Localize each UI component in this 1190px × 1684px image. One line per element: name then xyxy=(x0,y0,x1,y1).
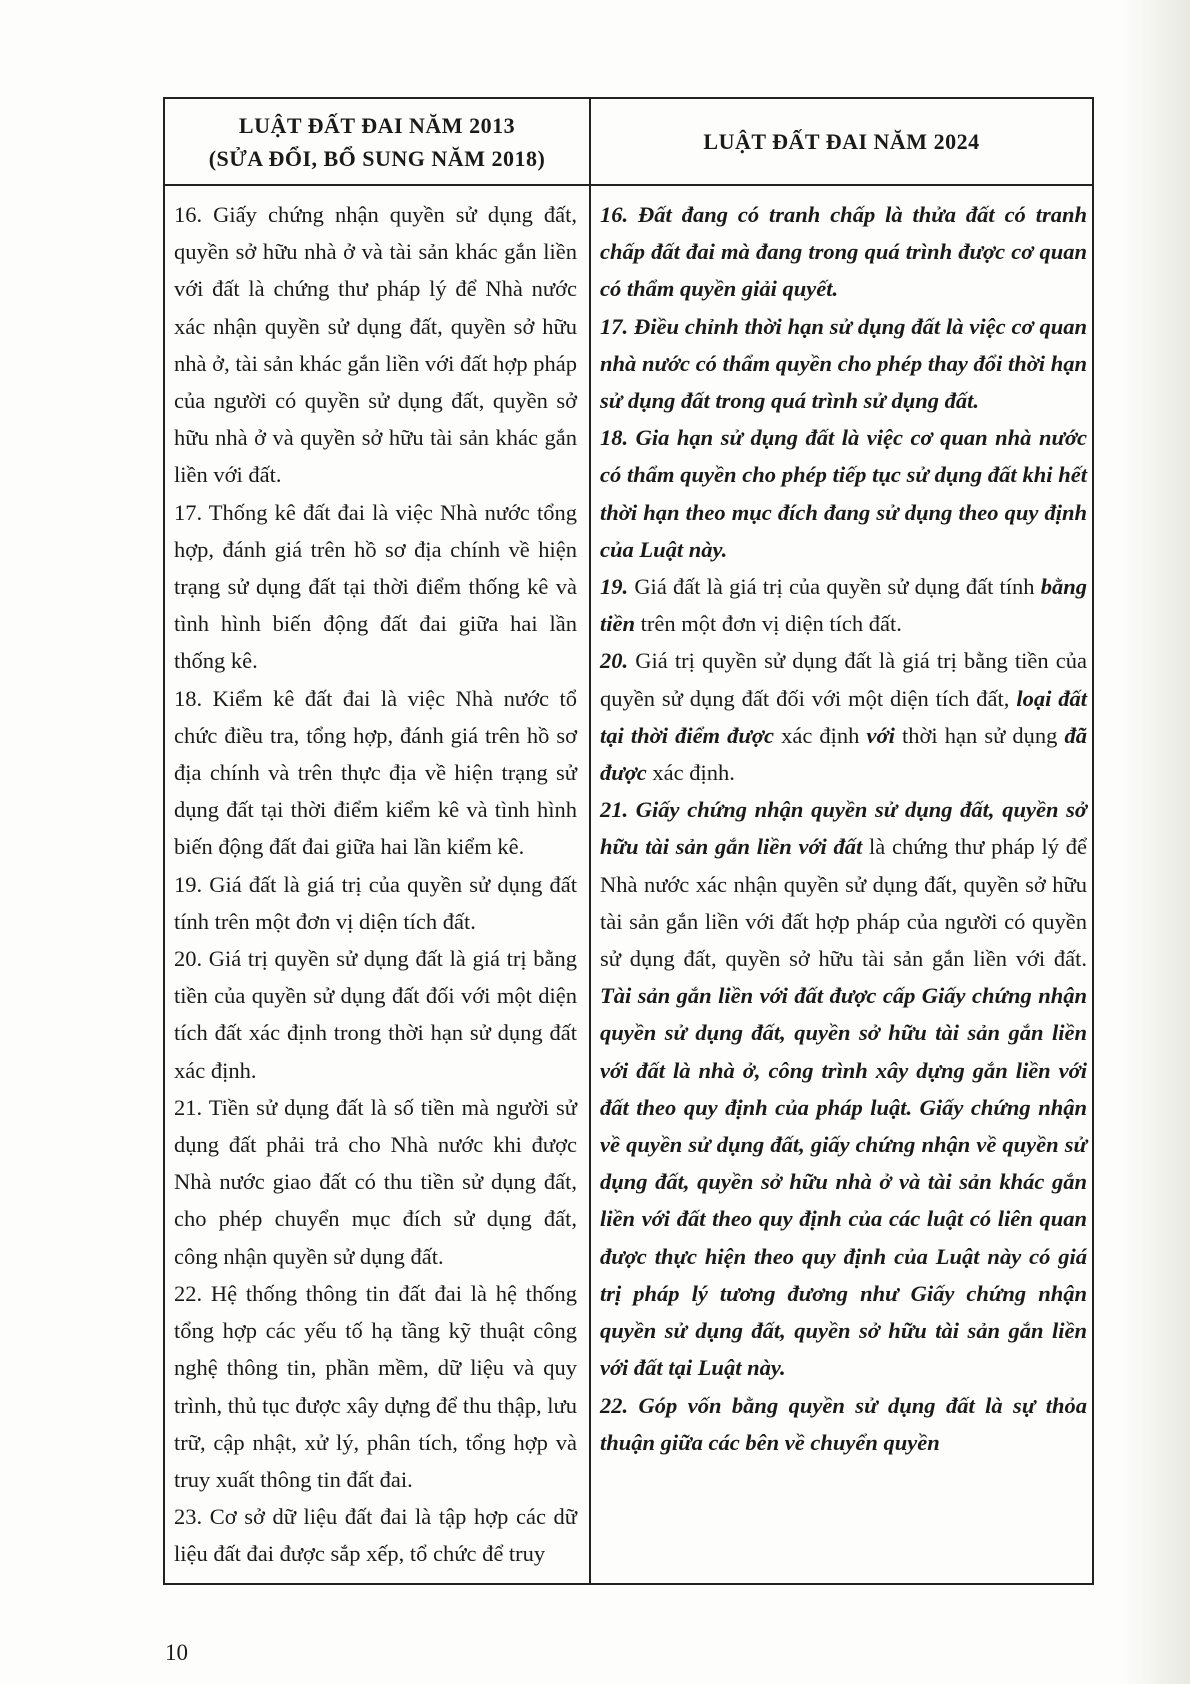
left-item-21: 21. Tiền sử dụng đất là số tiền mà người sử dụng đất phải trả cho Nhà nước khi được Nhà nước giao đất có thu tiền sử dụng đất, cho phép chuyển mục đích sử dụng đất, công nhận quyền sử dụng đất. xyxy=(174,1094,577,1269)
right-item-20-emphasis-b: loại đất tại thời điểm được xyxy=(600,685,1087,748)
left-item-23: 23. Cơ sở dữ liệu đất đai là tập hợp các dữ liệu đất đai được sắp xếp, tổ chức để truy xyxy=(174,1504,577,1567)
right-item-22: 22. Góp vốn bằng quyền sử dụng đất là sự thỏa thuận giữa các bên về chuyển quyền xyxy=(600,1392,1087,1455)
header-left-line1: LUẬT ĐẤT ĐAI NĂM 2013 xyxy=(238,112,516,138)
right-item-19-text-a: Giá đất là giá trị của quyền sử dụng đất tính xyxy=(628,574,1041,600)
right-item-21 xyxy=(600,791,1087,1386)
right-item-17: 17. Điều chỉnh thời hạn sử dụng đất là việc cơ quan nhà nước có thẩm quyền cho phép thay đổi thời hạn sử dụng đất trong quá trình sử dụng đất. xyxy=(600,313,1087,414)
right-item-20-text-g: xác định. xyxy=(646,760,735,786)
page-number: 10 xyxy=(165,1640,188,1665)
right-item-19-emphasis: bằng tiền xyxy=(600,574,1087,637)
right-item-20-text-c: xác định xyxy=(773,722,867,748)
right-item-19-number: 19. xyxy=(600,574,629,600)
right-item-20-emphasis-f: đã được xyxy=(600,722,1087,786)
left-column xyxy=(174,196,577,1573)
header-left xyxy=(165,99,589,184)
left-item-16: 16. Giấy chứng nhận quyền sử dụng đất, quyền sở hữu nhà ở và tài sản khác gắn liền với đất là chứng thư pháp lý để Nhà nước xác nhận quyền sử dụng đất, quyền sở hữu nhà ở, tài sản khác gắn liền với đất hợp pháp của người có quyền sử dụng đất, quyền sở hữu nhà ở và quyền sở hữu tài sản khác gắn liền với đất. xyxy=(174,202,577,488)
page-spine-shadow xyxy=(1122,0,1190,1684)
right-item-18: 18. Gia hạn sử dụng đất là việc cơ quan nhà nước có thẩm quyền cho phép tiếp tục sử dụng đất khi hết thời hạn theo mục đích đang sử dụng theo quy định của Luật này. xyxy=(600,425,1087,562)
left-item-20: 20. Giá trị quyền sử dụng đất là giá trị bằng tiền của quyền sử dụng đất đối với một diện tích đất xác định trong thời hạn sử dụng đất xác định. xyxy=(174,946,577,1083)
right-column xyxy=(600,196,1087,1461)
left-item-22: 22. Hệ thống thông tin đất đai là hệ thống tổng hợp các yếu tố hạ tầng kỹ thuật công nghệ thông tin, phần mềm, dữ liệu và quy trình, thủ tục được xây dựng để thu thập, lưu trữ, cập nhật, xử lý, phân tích, tổng hợp và truy xuất thông tin đất đai. xyxy=(174,1280,577,1492)
table-header xyxy=(165,99,1092,186)
right-item-20 xyxy=(600,642,1087,791)
left-item-18: 18. Kiểm kê đất đai là việc Nhà nước tổ chức điều tra, tổng hợp, đánh giá trên hồ sơ địa chính và trên thực địa về hiện trạng sử dụng đất tại thời điểm kiểm kê và tình hình biến động đất đai giữa hai lần kiểm kê. xyxy=(174,685,577,860)
header-left-line2: (SỬA ĐỔI, BỔ SUNG NĂM 2018) xyxy=(208,145,546,171)
left-item-19: 19. Giá đất là giá trị của quyền sử dụng đất tính trên một đơn vị diện tích đất. xyxy=(174,871,577,934)
comparison-table xyxy=(163,97,1094,1585)
right-item-20-number: 20. xyxy=(600,648,629,674)
right-item-21-title: 21. Giấy chứng nhận quyền sử dụng đất, quyền sở hữu tài sản gắn liền với đất xyxy=(600,797,1087,860)
right-item-20-text-e: thời hạn sử dụng xyxy=(894,722,1065,748)
right-item-19 xyxy=(600,568,1087,642)
right-item-20-text-a: Giá trị quyền sử dụng đất là giá trị bằng tiền của quyền sử dụng đất đối với một diện tích đất, xyxy=(600,648,1087,711)
right-item-16: 16. Đất đang có tranh chấp là thửa đất có tranh chấp đất đai mà đang trong quá trình được cơ quan có thẩm quyền giải quyết. xyxy=(600,202,1087,302)
header-right-title: LUẬT ĐẤT ĐAI NĂM 2024 xyxy=(703,129,980,154)
right-item-19-text-c: trên một đơn vị diện tích đất. xyxy=(635,611,902,637)
left-item-17: 17. Thống kê đất đai là việc Nhà nước tổng hợp, đánh giá trên hồ sơ địa chính về hiện trạng sử dụng đất tại thời điểm thống kê và tình hình biến động đất đai giữa hai lần thống kê. xyxy=(174,499,577,674)
right-item-21-text: là chứng thư pháp lý để Nhà nước xác nhận quyền sử dụng đất, quyền sở hữu tài sản gắn liền với đất hợp pháp của người có quyền sử dụng đất, quyền sở hữu tài sản gắn liền với đất. xyxy=(600,834,1088,972)
column-divider xyxy=(589,99,591,1583)
header-right xyxy=(591,99,1092,184)
right-item-20-emphasis-d: với xyxy=(866,722,895,748)
right-item-21-emphasis: Tài sản gắn liền với đất được cấp Giấy chứng nhận quyền sử dụng đất, quyền sở hữu tài sản gắn liền với đất là nhà ở, công trình xây dựng gắn liền với đất theo quy định của pháp luật. Giấy chứng nhận về quyền sử dụng đất, giấy chứng nhận về quyền sử dụng đất, quyền sở hữu nhà ở và tài sản khác gắn liền với đất theo quy định của các luật có liên quan được thực hiện theo quy định của Luật này có giá trị pháp lý tương đương như Giấy chứng nhận quyền sử dụng đất, quyền sở hữu tài sản gắn liền với đất tại Luật này. xyxy=(600,983,1087,1381)
